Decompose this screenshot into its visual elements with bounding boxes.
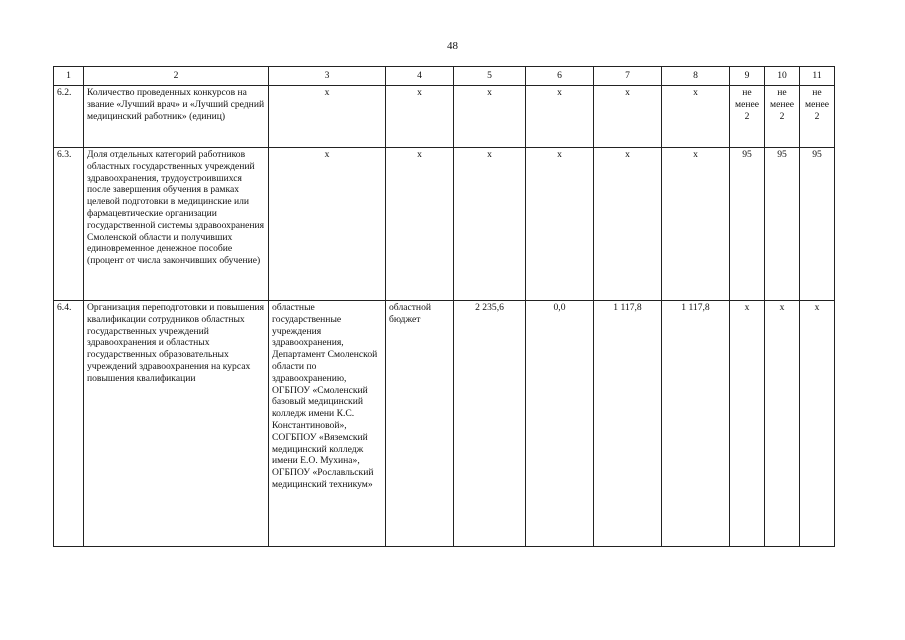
row-executor: x [269,148,386,301]
row-year-2: x [594,86,662,148]
row-total: 2 235,6 [454,301,526,547]
table-row [54,148,835,301]
row-indicator-2: не менее 2 [765,86,800,148]
row-name: Количество проведенных конкурсов на звание «Лучший врач» и «Лучший средний медицинский работник» (единиц) [84,86,269,148]
row-year-3: 1 117,8 [662,301,730,547]
row-indicator-2: x [765,301,800,547]
row-name: Организация переподготовки и повышения квалификации сотрудников областных государственных учреждений здравоохранения и областных государственных образовательных учреждений здравоохранения на курсах повышения квалификации [84,301,269,547]
row-total: x [454,86,526,148]
header-cell: 2 [84,67,269,86]
row-source: x [386,86,454,148]
header-cell: 9 [730,67,765,86]
header-cell: 8 [662,67,730,86]
row-number: 6.4. [54,301,84,547]
row-year-3: x [662,148,730,301]
header-cell: 3 [269,67,386,86]
row-year-2: 1 117,8 [594,301,662,547]
program-table [53,66,835,547]
row-year-1: 0,0 [526,301,594,547]
row-number: 6.3. [54,148,84,301]
row-number: 6.2. [54,86,84,148]
row-indicator-1: x [730,301,765,547]
row-indicator-3: x [800,301,835,547]
row-indicator-1: 95 [730,148,765,301]
header-cell: 11 [800,67,835,86]
row-source: x [386,148,454,301]
header-cell: 7 [594,67,662,86]
table-row [54,86,835,148]
row-executor: x [269,86,386,148]
header-cell: 1 [54,67,84,86]
row-year-3: x [662,86,730,148]
row-executor: областные государственные учреждения здравоохранения, Департамент Смоленской области по здравоохранению, ОГБПОУ «Смоленский базовый медицинский колледж имени К.С. Константиновой», СОГБПОУ «Вяземский медицинский колледж имени Е.О. Мухина», ОГБПОУ «Рославльский медицинский техникум» [269,301,386,547]
page-number: 48 [447,40,458,52]
row-indicator-3: не менее 2 [800,86,835,148]
row-indicator-2: 95 [765,148,800,301]
header-cell: 4 [386,67,454,86]
table-header-row [54,67,835,86]
row-year-1: x [526,148,594,301]
row-year-1: x [526,86,594,148]
header-cell: 10 [765,67,800,86]
row-indicator-3: 95 [800,148,835,301]
row-source: областной бюджет [386,301,454,547]
row-year-2: x [594,148,662,301]
row-indicator-1: не менее 2 [730,86,765,148]
row-name: Доля отдельных категорий работников областных государственных учреждений здравоохранения, трудоустроившихся после завершения обучения в рамках целевой подготовки в медицинские или фармацевтические организации государственной системы здравоохранения Смоленской области и получивших единовременное денежное пособие (процент от числа закончивших обучение) [84,148,269,301]
header-cell: 6 [526,67,594,86]
table-row [54,301,835,547]
row-total: x [454,148,526,301]
header-cell: 5 [454,67,526,86]
